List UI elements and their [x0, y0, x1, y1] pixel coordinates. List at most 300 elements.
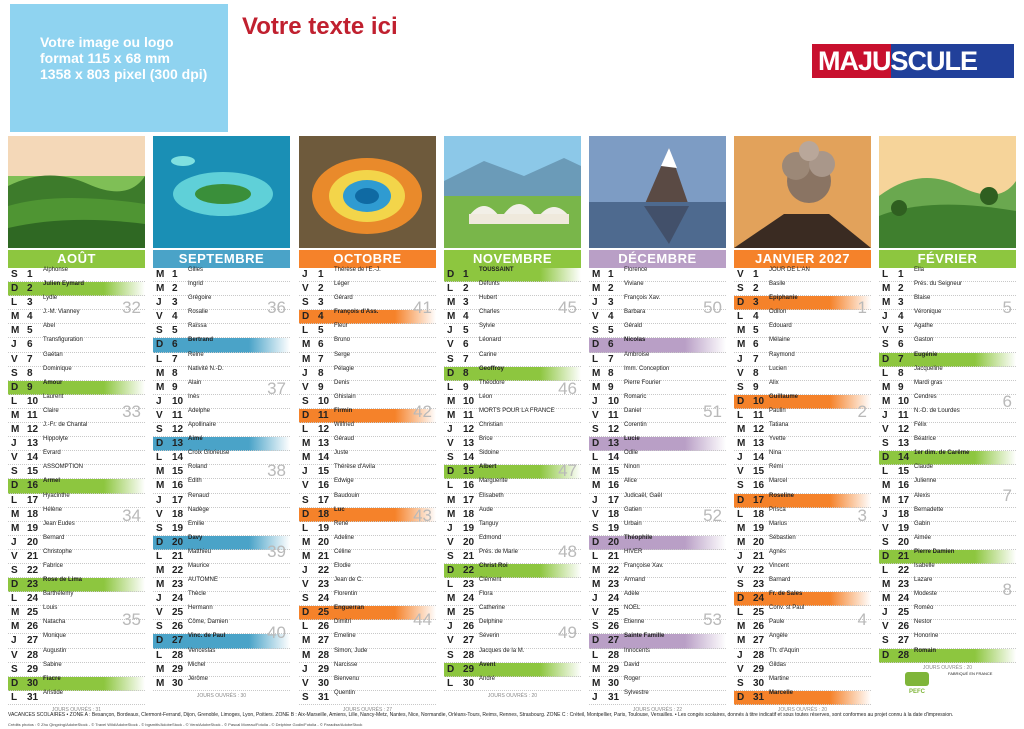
day-number: 17 [172, 494, 184, 506]
month-photo[interactable] [299, 136, 436, 248]
day-number: 19 [753, 522, 765, 534]
weekday-letter: V [156, 508, 163, 520]
weekday-letter: S [11, 564, 18, 576]
weekday-letter: V [592, 311, 599, 323]
day-number: 21 [608, 550, 620, 562]
saint-name: Fabrice [43, 562, 64, 569]
month-photo[interactable] [589, 136, 726, 248]
day-number: 12 [318, 424, 330, 436]
day-number: 23 [463, 579, 475, 591]
placeholder-line-1: Votre image ou logo [40, 34, 174, 50]
working-days-footer: JOURS OUVRÉS : 31 [51, 706, 102, 713]
day-number: 11 [463, 409, 474, 421]
weekday-letter: M [302, 452, 311, 464]
month-header: FÉVRIER [879, 250, 1016, 268]
weekday-letter: J [156, 395, 162, 407]
day-number: 3 [463, 297, 469, 309]
weekday-letter: M [737, 522, 746, 534]
day-number: 27 [898, 635, 910, 647]
weekday-letter: L [11, 494, 18, 506]
day-number: 9 [318, 381, 324, 393]
weekday-letter: L [737, 607, 744, 619]
saint-name: Hélène [43, 506, 63, 513]
weekday-letter: J [592, 593, 598, 605]
weekday-letter: J [447, 424, 453, 436]
day-row[interactable] [734, 691, 871, 705]
saint-name: Simon, Jude [334, 647, 368, 654]
weekday-letter: M [737, 438, 746, 450]
weekday-letter: V [302, 283, 309, 295]
day-number: 14 [608, 452, 620, 464]
day-number: 19 [608, 522, 620, 534]
weekday-letter: M [302, 339, 311, 351]
day-number: 4 [753, 311, 759, 323]
saint-name: Agathe [914, 323, 934, 330]
saint-name: Ghislain [334, 393, 356, 400]
day-list [8, 268, 145, 705]
day-number: 31 [753, 691, 765, 703]
month-column [589, 136, 726, 713]
saint-name: Nina [769, 450, 782, 457]
volcano-image [734, 136, 871, 248]
month-column [8, 136, 145, 713]
weekday-letter: D [882, 649, 890, 661]
saint-name: Gérald [624, 323, 643, 330]
saint-name: Gaston [914, 337, 934, 344]
saint-name: Géraud [334, 436, 355, 443]
saint-name: Élodie [334, 562, 351, 569]
saint-name: Dimitri [334, 619, 351, 626]
weekday-letter: S [882, 438, 889, 450]
weekday-letter: V [737, 564, 744, 576]
saint-name: Marcel [769, 478, 788, 485]
day-number: 16 [172, 480, 184, 492]
month-column [299, 136, 436, 713]
saint-name: Nicolas [624, 337, 646, 344]
weekday-letter: J [592, 297, 598, 309]
day-number: 4 [318, 311, 324, 323]
day-number: 2 [753, 283, 759, 295]
saint-name: Prés. du Seigneur [914, 281, 963, 288]
day-number: 3 [753, 297, 759, 309]
day-number: 30 [318, 677, 330, 689]
week-number: 36 [267, 298, 286, 317]
working-days-footer: JOURS OUVRÉS : 30 [196, 692, 247, 699]
day-number: 9 [172, 381, 178, 393]
week-number: 34 [122, 506, 141, 526]
day-number: 13 [172, 438, 184, 450]
day-number: 31 [27, 691, 39, 703]
weekday-letter: M [156, 480, 165, 492]
brand-part-2: SCULE [891, 44, 1014, 78]
day-number: 18 [753, 508, 765, 520]
weekday-letter: M [302, 635, 311, 647]
saint-name: Christophe [43, 548, 73, 555]
weekday-letter: D [302, 409, 310, 421]
weekday-letter: M [592, 367, 601, 379]
day-number: 8 [753, 367, 759, 379]
day-list [153, 268, 290, 691]
day-row[interactable] [153, 677, 290, 691]
day-number: 29 [753, 663, 765, 675]
weekday-letter: D [737, 494, 745, 506]
saint-name: Armel [43, 478, 61, 485]
day-number: 5 [753, 325, 759, 337]
day-row[interactable] [299, 691, 436, 705]
saint-name: Émilie [188, 520, 205, 527]
day-number: 15 [172, 466, 184, 478]
day-number: 13 [463, 438, 475, 450]
weekday-letter: M [592, 381, 601, 393]
day-number: 20 [318, 536, 330, 548]
day-number: 31 [318, 691, 330, 703]
day-number: 8 [318, 367, 324, 379]
weekday-letter: S [882, 339, 889, 351]
weekday-letter: V [882, 522, 889, 534]
day-number: 9 [27, 381, 33, 393]
day-number: 18 [172, 508, 184, 520]
weekday-letter: D [737, 395, 745, 407]
saint-name: Matthieu [188, 548, 212, 555]
saint-name: Sylvestre [624, 689, 649, 696]
day-number: 28 [608, 649, 620, 661]
saint-name: Hubert [479, 295, 498, 302]
weekday-letter: M [882, 381, 891, 393]
saint-name: J.-M. Vianney [43, 309, 80, 316]
saint-name: Roseline [769, 492, 795, 499]
day-number: 11 [753, 409, 764, 421]
day-number: 26 [463, 621, 475, 633]
day-number: 11 [898, 409, 909, 421]
day-number: 6 [27, 339, 33, 351]
weekday-letter: M [882, 297, 891, 309]
day-number: 7 [898, 353, 904, 365]
weekday-letter: L [592, 353, 599, 365]
saint-name: Th. d'Aquin [769, 647, 800, 654]
saint-name: Quentin [334, 689, 356, 696]
day-number: 10 [172, 395, 184, 407]
day-number: 2 [898, 283, 904, 295]
day-number: 21 [172, 550, 184, 562]
made-in-france-text: FABRIQUÉ EN FRANCE [948, 671, 993, 676]
saint-name: Léonard [479, 337, 502, 344]
week-number: 51 [703, 402, 722, 422]
saint-name: HIVER [624, 548, 643, 555]
saint-name: Sabine [43, 661, 62, 668]
weekday-letter: M [882, 283, 891, 295]
weekday-letter: L [447, 283, 454, 295]
week-number: 33 [122, 402, 141, 422]
weekday-letter: V [737, 663, 744, 675]
weekday-letter: V [592, 607, 599, 619]
saint-name: Imm. Conception [624, 365, 670, 372]
day-number: 7 [318, 353, 324, 365]
saint-name: Romaric [624, 393, 647, 400]
day-row[interactable] [879, 649, 1016, 663]
saint-name: Épiphanie [769, 295, 798, 302]
saint-name: Édouard [769, 323, 792, 330]
day-number: 6 [608, 339, 614, 351]
weekday-letter: M [11, 522, 20, 534]
saint-name: Wilfried [334, 422, 355, 429]
saint-name: Luc [334, 506, 345, 513]
photo-credits: Crédits photos : © Zhu Qingxing/AdobeStock - © Travel Wild/AdobeStock - © bgsmith/AdobeStock - © Vera/AdobeStock - © Pascal Moreau/Fotolia - © Delphine Godin/Fotolia - © Paradise/AdobeStock [8, 722, 363, 727]
day-number: 22 [172, 564, 184, 576]
weekday-letter: D [592, 339, 600, 351]
saint-name: Narcisse [334, 661, 358, 668]
saint-name: Barnard [769, 577, 791, 584]
day-number: 27 [172, 635, 184, 647]
day-number: 23 [27, 579, 39, 591]
weekday-letter: M [156, 367, 165, 379]
day-number: 15 [27, 466, 39, 478]
week-number: 4 [857, 610, 867, 630]
month-photo[interactable] [879, 136, 1016, 248]
day-number: 27 [753, 635, 765, 647]
weekday-letter: L [302, 325, 309, 337]
weekday-letter: S [737, 480, 744, 492]
weekday-letter: M [737, 635, 746, 647]
day-number: 3 [172, 297, 178, 309]
day-number: 20 [898, 536, 910, 548]
weekday-letter: V [156, 607, 163, 619]
weekday-letter: M [11, 621, 20, 633]
tea-plantation-image [8, 136, 145, 248]
weekday-letter: V [447, 438, 454, 450]
saint-name: Vincent [769, 562, 789, 569]
day-number: 15 [318, 466, 330, 478]
saint-name: Prés. de Marie [479, 548, 519, 555]
saint-name: Prisca [769, 506, 786, 513]
month-header: SEPTEMBRE [153, 250, 290, 268]
day-number: 10 [27, 395, 39, 407]
page-title[interactable]: Votre texte ici [242, 13, 398, 40]
saint-name: Barbara [624, 309, 646, 316]
saint-name: Pélagie [334, 365, 355, 372]
day-number: 28 [898, 649, 910, 661]
saint-name: Hippolyte [43, 436, 69, 443]
weekday-letter: S [447, 550, 454, 562]
day-list [879, 268, 1016, 663]
week-number: 32 [122, 298, 141, 317]
weekday-letter: S [737, 381, 744, 393]
saint-name: Raymond [769, 351, 795, 358]
weekday-letter: L [447, 480, 454, 492]
placeholder-line-3: 1358 x 803 pixel (300 dpi) [40, 66, 208, 82]
saint-name: Mélaine [769, 337, 791, 344]
month-photo[interactable] [8, 136, 145, 248]
day-number: 3 [898, 297, 904, 309]
saint-name: Croix Glorieuse [188, 450, 230, 457]
week-number: 6 [1002, 392, 1012, 411]
day-number: 15 [753, 466, 765, 478]
weekday-letter: M [11, 607, 20, 619]
saint-name: Fr. de Sales [769, 591, 803, 598]
month-photo[interactable] [153, 136, 290, 248]
saint-name: Gilles [188, 267, 204, 273]
day-number: 8 [898, 367, 904, 379]
day-number: 23 [608, 579, 620, 591]
weekday-letter: D [302, 508, 310, 520]
weekday-letter: J [11, 635, 17, 647]
saint-name: J.-Fr. de Chantal [43, 422, 88, 429]
saint-name: Gabin [914, 520, 931, 527]
weekday-letter: J [737, 452, 743, 464]
saint-name: François Xav. [624, 295, 661, 302]
saint-name: NOËL [624, 605, 641, 612]
saint-name: Urbain [624, 520, 642, 527]
day-number: 31 [608, 691, 620, 703]
saint-name: Ingrid [188, 281, 204, 288]
day-number: 2 [463, 283, 469, 295]
saint-name: Gatien [624, 506, 642, 513]
saint-name: Pierre Fourier [624, 379, 661, 386]
saint-name: Eugénie [914, 351, 938, 358]
weekday-letter: M [882, 395, 891, 407]
saint-name: Claire [43, 407, 59, 414]
day-number: 11 [27, 409, 38, 421]
day-number: 23 [318, 579, 330, 591]
weekday-letter: J [882, 409, 888, 421]
day-row[interactable] [589, 691, 726, 705]
weekday-letter: V [737, 367, 744, 379]
weekday-letter: J [11, 438, 17, 450]
day-row[interactable] [444, 677, 581, 691]
weekday-letter: L [302, 621, 309, 633]
weekday-letter: D [737, 297, 745, 309]
saint-name: Alexis [914, 492, 931, 499]
weekday-letter: V [882, 621, 889, 633]
weekday-letter: L [302, 424, 309, 436]
saint-name: Natacha [43, 619, 66, 626]
saint-name: Transfiguration [43, 337, 83, 344]
weekday-letter: L [882, 466, 889, 478]
month-photo[interactable] [734, 136, 871, 248]
weekday-letter: M [592, 283, 601, 295]
day-number: 12 [27, 424, 39, 436]
weekday-letter: V [447, 635, 454, 647]
saint-name: Abel [43, 323, 56, 330]
weekday-letter: M [156, 677, 165, 689]
day-number: 24 [898, 593, 910, 605]
day-row[interactable] [8, 691, 145, 705]
weekday-letter: D [592, 635, 600, 647]
weekday-letter: S [882, 635, 889, 647]
weekday-letter: S [156, 424, 163, 436]
weekday-letter: D [156, 438, 164, 450]
month-header: DÉCEMBRE [589, 250, 726, 268]
weekday-letter: L [882, 269, 889, 280]
week-number: 48 [558, 542, 577, 562]
weekday-letter: S [302, 297, 309, 309]
weekday-letter: S [737, 677, 744, 689]
day-number: 13 [27, 438, 39, 450]
weekday-letter: D [302, 607, 310, 619]
day-number: 30 [172, 677, 184, 689]
week-number: 46 [558, 379, 577, 399]
week-number: 38 [267, 460, 286, 480]
saint-name: Paule [769, 619, 785, 626]
day-number: 17 [27, 494, 39, 506]
saint-name: Marguerite [479, 478, 508, 485]
saint-name: Céline [334, 548, 352, 555]
weekday-letter: J [156, 297, 162, 309]
saint-name: Nestor [914, 619, 932, 626]
weekday-letter: L [592, 550, 599, 562]
saint-name: Florentin [334, 591, 358, 598]
saint-name: Angèle [769, 633, 788, 640]
weekday-letter: D [156, 536, 164, 548]
saint-name: Aude [479, 506, 494, 513]
weekday-letter: V [11, 452, 18, 464]
day-number: 1 [318, 269, 324, 280]
weekday-letter: L [882, 564, 889, 576]
saint-name: Théophile [624, 534, 653, 541]
saint-name: Albert [479, 464, 497, 471]
week-number: 37 [267, 379, 286, 399]
saint-name: René [334, 520, 349, 527]
month-header: JANVIER 2027 [734, 250, 871, 268]
saint-name: Lydie [43, 295, 58, 302]
saint-name: André [479, 675, 496, 682]
day-number: 6 [463, 339, 469, 351]
day-number: 21 [898, 550, 910, 562]
weekday-letter: V [447, 339, 454, 351]
brand-part-1: MAJU [812, 44, 891, 78]
weekday-letter: M [882, 579, 891, 591]
weekday-letter: J [737, 550, 743, 562]
weekday-letter: S [302, 691, 309, 703]
saint-name: Jacqueline [914, 365, 943, 372]
saint-name: Lucien [769, 365, 787, 372]
weekday-letter: L [882, 367, 889, 379]
weekday-letter: M [592, 466, 601, 478]
weekday-letter: M [156, 579, 165, 591]
day-number: 9 [753, 381, 759, 393]
day-number: 28 [27, 649, 39, 661]
saint-name: Brice [479, 436, 493, 443]
saint-name: Gildas [769, 661, 787, 668]
day-number: 7 [463, 353, 469, 365]
month-photo[interactable] [444, 136, 581, 248]
weekday-letter: M [11, 409, 20, 421]
weekday-letter: D [882, 550, 890, 562]
day-number: 16 [753, 480, 765, 492]
day-number: 18 [27, 508, 39, 520]
day-number: 3 [27, 297, 33, 309]
saint-name: Grégoire [188, 295, 212, 302]
weekday-letter: J [737, 649, 743, 661]
saint-name: Barthélemy [43, 591, 74, 598]
day-number: 29 [172, 663, 184, 675]
day-number: 12 [753, 424, 765, 436]
day-number: 18 [898, 508, 910, 520]
day-number: 28 [463, 649, 475, 661]
logo-placeholder[interactable] [10, 4, 228, 132]
saint-name: Catherine [479, 605, 506, 612]
saint-name: AUTOMNE [188, 577, 218, 584]
weekday-letter: M [302, 536, 311, 548]
day-number: 10 [608, 395, 620, 407]
saint-name: Baudouin [334, 492, 360, 499]
weekday-letter: M [592, 269, 601, 280]
saint-name: Yvette [769, 436, 786, 443]
weekday-letter: L [737, 409, 744, 421]
weekday-letter: D [447, 269, 455, 280]
weekday-letter: M [737, 339, 746, 351]
saint-name: MORTS POUR LA FRANCE [479, 407, 555, 414]
saint-name: Aimé [188, 436, 203, 443]
